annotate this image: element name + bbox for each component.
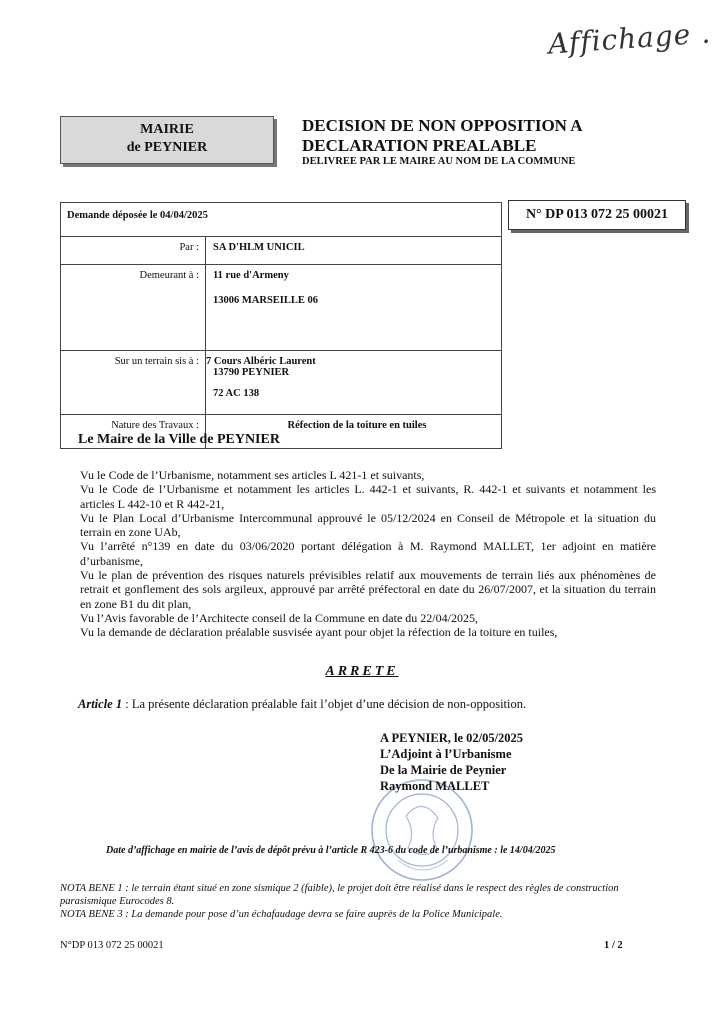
signature-name: Raymond MALLET bbox=[380, 779, 490, 793]
dossier-number: N° DP 013 072 25 00021 bbox=[508, 200, 686, 230]
document-subtitle: DELIVREE PAR LE MAIRE AU NOM DE LA COMMUNE bbox=[302, 156, 576, 167]
nature-value: Réfection de la toiture en tuiles bbox=[206, 415, 502, 449]
article-label: Article 1 bbox=[78, 697, 123, 711]
nota-bene-3: NOTA BENE 3 : La demande pour pose d’un échafaudage devra se faire auprès de la Police Municipale. bbox=[60, 909, 503, 920]
mayor-heading: Le Maire de la Ville de PEYNIER bbox=[78, 432, 280, 447]
mairie-box bbox=[60, 116, 274, 164]
article-text: : La présente déclaration préalable fait l’objet d’une décision de non-opposition. bbox=[122, 697, 527, 711]
demeurant-line2: 13006 MARSEILLE 06 bbox=[213, 295, 319, 306]
page-number: 1 / 2 bbox=[604, 940, 623, 951]
terrain-label: Sur un terrain sis à : bbox=[61, 351, 206, 415]
terrain-line1: 7 Cours Albéric Laurent bbox=[206, 356, 316, 367]
nature-label: Nature des Travaux : bbox=[61, 415, 206, 449]
signature-block bbox=[380, 730, 523, 794]
handwritten-note: Affichage . bbox=[547, 16, 713, 61]
consideration-item: Vu le Code de l’Urbanisme et notamment les articles L. 442-1 et suivants, R. 442-1 et suivants et notamment les articles L 442-10 et R 442-21, bbox=[80, 482, 656, 511]
consideration-item: Vu le plan de prévention des risques naturels prévisibles relatif aux mouvements de terrain liés aux phénomènes de retrait et gonflement des sols argileux, approuvé par arrêté préfectoral en date du 26/07/2007, et la situation du terrain en zone B1 du dit plan, bbox=[80, 568, 656, 611]
demeurant-value bbox=[206, 265, 502, 351]
signature-role: L’Adjoint à l’Urbanisme bbox=[380, 747, 512, 761]
terrain-value bbox=[206, 351, 502, 415]
affichage-date: Date d’affichage en mairie de l’avis de dépôt prévu à l’article R 423-6 du code de l’urbanisme : le 14/04/2025 bbox=[106, 845, 556, 856]
consideration-item: Vu le Plan Local d’Urbanisme Intercommunal approuvé le 05/12/2024 en Conseil de Métropole et la situation du terrain en zone UAb, bbox=[80, 510, 656, 540]
terrain-line3: 72 AC 138 bbox=[213, 388, 260, 399]
demeurant-line1: 11 rue d'Armeny bbox=[213, 270, 289, 281]
consideration-item: Vu l’Avis favorable de l’Architecte conseil de la Commune en date du 22/04/2025, bbox=[80, 610, 478, 625]
mairie-line1: MAIRIE bbox=[140, 122, 194, 137]
demeurant-label: Demeurant à : bbox=[61, 265, 206, 351]
par-label: Par : bbox=[61, 237, 206, 265]
nota-bene bbox=[60, 882, 660, 921]
title-line1: DECISION DE NON OPPOSITION A bbox=[302, 116, 583, 135]
footer-reference: N°DP 013 072 25 00021 bbox=[60, 940, 164, 951]
title-line2: DECLARATION PREALABLE bbox=[302, 136, 537, 155]
request-table bbox=[60, 202, 502, 449]
consideration-item: Vu la demande de déclaration préalable susvisée ayant pour objet la réfection de la toiture en tuiles, bbox=[80, 625, 558, 640]
arrete-heading: ARRETE bbox=[325, 664, 399, 679]
document-title bbox=[302, 116, 583, 156]
nota-bene-1: NOTA BENE 1 : le terrain étant situé en zone sismique 2 (faible), le projet doit être réalisé dans le respect des règles de construction parasismique Eurocodes 8. bbox=[60, 883, 619, 907]
consideration-item: Vu le Code de l’Urbanisme, notamment ses articles L 421-1 et suivants, bbox=[80, 468, 425, 482]
article-1 bbox=[78, 697, 526, 712]
demande-date: Demande déposée le 04/04/2025 bbox=[61, 203, 502, 237]
mairie-line2: de PEYNIER bbox=[126, 140, 208, 155]
terrain-line2: 13790 PEYNIER bbox=[213, 367, 290, 378]
considerations bbox=[80, 468, 656, 640]
signature-mairie: De la Mairie de Peynier bbox=[380, 763, 507, 777]
par-value: SA D'HLM UNICIL bbox=[206, 237, 502, 265]
consideration-item: Vu l’arrêté n°139 en date du 03/06/2020 portant délégation à M. Raymond MALLET, 1er adjoint en matière d’urbanisme, bbox=[80, 539, 656, 568]
signature-date: A PEYNIER, le 02/05/2025 bbox=[380, 731, 524, 745]
